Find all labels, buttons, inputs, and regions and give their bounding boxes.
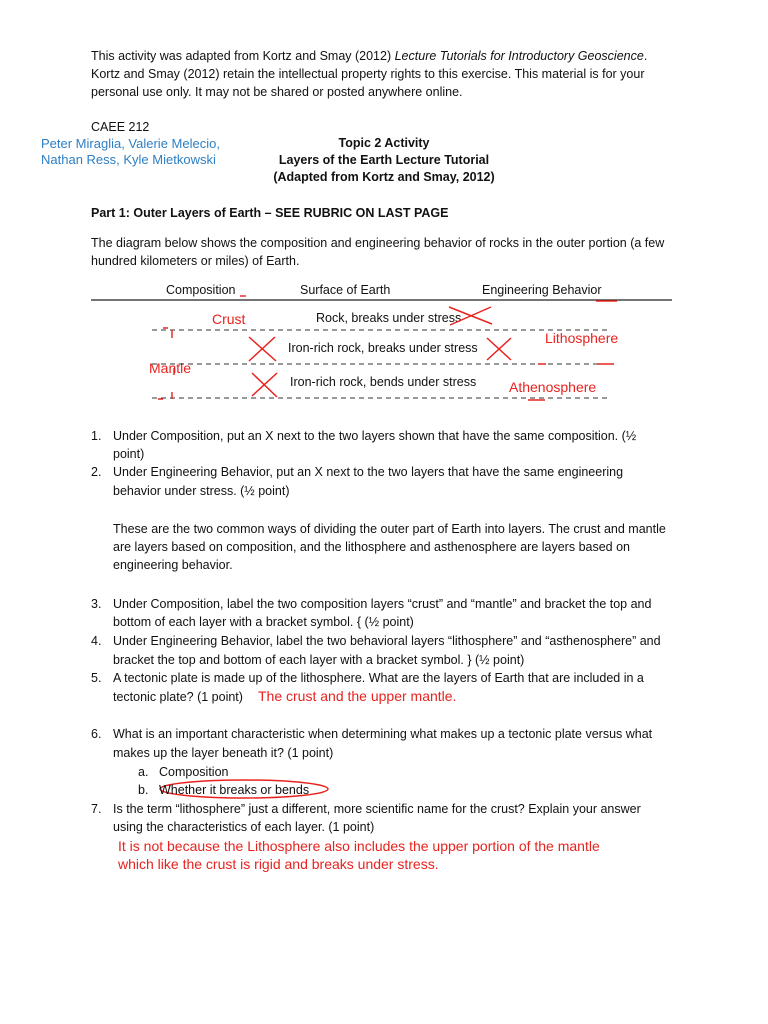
q2-number: 2. [91, 465, 102, 479]
header-book-title: Lecture Tutorials for Introductory Geoscience [394, 49, 644, 63]
column-composition: Composition [166, 283, 236, 297]
q6-line-1: What is an important characteristic when determining what makes up a tectonic plate versus what [113, 727, 653, 741]
q6-option-b: Whether it breaks or bends [159, 783, 310, 797]
q2-line-1: Under Engineering Behavior, put an X next to the two layers that have the same engineering [113, 465, 624, 479]
header-line-1-text: This activity was adapted from Kortz and Smay (2012) [91, 49, 395, 63]
q7-number: 7. [91, 802, 102, 816]
layer-row-2: Iron-rich rock, breaks under stress [288, 341, 478, 355]
red-x-marks [249, 307, 511, 397]
q1-line-2: point) [113, 447, 145, 461]
header-line-3: personal use only. It may not be shared or posted anywhere online. [91, 85, 463, 99]
header-line-2: Kortz and Smay (2012) retain the intellectual property rights to this exercise. This material is for your [91, 67, 645, 81]
x-mark-behavior-1 [449, 307, 492, 325]
q6-number: 6. [91, 727, 102, 741]
intro-line-2: hundred kilometers or miles) of Earth. [91, 254, 300, 268]
q6-line-2: makes up the layer beneath it? (1 point) [113, 746, 334, 760]
note-line-2: are layers based on composition, and the lithosphere and asthenosphere are layers based on [113, 540, 631, 554]
annotation-mantle: Mantle [149, 360, 192, 376]
q6-option-b-letter: b. [138, 783, 149, 797]
annotation-asthenosphere: Athenosphere [509, 379, 597, 395]
q7-answer-line-1: It is not because the Lithosphere also includes the upper portion of the mantle [118, 838, 600, 854]
column-surface-of-earth: Surface of Earth [300, 283, 391, 297]
annotation-lithosphere: Lithosphere [545, 330, 619, 346]
note-line-1: These are the two common ways of dividing the outer part of Earth into layers. The crust and mantle [113, 522, 666, 536]
red-bracket-marks [158, 296, 617, 400]
q4-number: 4. [91, 634, 102, 648]
header-line-1-end: . [643, 49, 648, 63]
q7-answer-line-2: which like the crust is rigid and breaks under stress. [118, 856, 439, 872]
q4-line-2: bracket the top and bottom of each layer with a bracket symbol. } (½ point) [113, 653, 525, 667]
q2-line-2: behavior under stress. (½ point) [113, 484, 290, 498]
layer-row-1: Rock, breaks under stress [316, 311, 462, 325]
annotation-crust: Crust [212, 311, 246, 327]
q6-option-a: Composition [159, 765, 229, 779]
column-engineering-behavior: Engineering Behavior [482, 283, 602, 297]
q7-line-2: using the characteristics of each layer. (1 point) [113, 820, 375, 834]
title-line-3: (Adapted from Kortz and Smay, 2012) [273, 170, 495, 184]
course-code: CAEE 212 [91, 120, 150, 134]
q3-line-1: Under Composition, label the two composition layers “crust” and “mantle” and bracket the top and [113, 597, 652, 611]
q5-line-1: A tectonic plate is made up of the lithosphere. What are the layers of Earth that are included in a [113, 671, 644, 685]
part1-heading: Part 1: Outer Layers of Earth – SEE RUBRIC ON LAST PAGE [91, 206, 449, 220]
q4-line-1: Under Engineering Behavior, label the two behavioral layers “lithosphere” and “asthenosphere” and [113, 634, 661, 648]
intro-line-1: The diagram below shows the composition and engineering behavior of rocks in the outer portion (a few [91, 236, 665, 250]
q1-line-1: Under Composition, put an X next to the two layers shown that have the same composition. (½ [113, 429, 637, 443]
student-names-line-1: Peter Miraglia, Valerie Melecio, [41, 136, 220, 151]
layer-row-3: Iron-rich rock, bends under stress [290, 375, 477, 389]
title-line-2: Layers of the Earth Lecture Tutorial [278, 153, 490, 167]
q5-line-2: tectonic plate? (1 point) [113, 690, 243, 704]
x-mark-behavior-2 [487, 338, 511, 360]
q3-number: 3. [91, 597, 102, 611]
q1-number: 1. [91, 429, 102, 443]
q6-option-a-letter: a. [138, 765, 149, 779]
q5-number: 5. [91, 671, 102, 685]
title-line-1: Topic 2 Activity [338, 136, 430, 150]
q7-line-1: Is the term “lithosphere” just a different, more scientific name for the crust? Explain your answer [113, 802, 641, 816]
student-names-line-2: Nathan Ress, Kyle Mietkowski [41, 152, 216, 167]
bracket-mark [158, 368, 174, 399]
note-line-3: engineering behavior. [113, 558, 233, 572]
q3-line-2: bottom of each layer with a bracket symbol. { (½ point) [113, 615, 414, 629]
q5-answer: The crust and the upper mantle. [258, 688, 457, 704]
x-mark-composition-2 [252, 373, 277, 397]
x-mark-composition-1 [249, 337, 276, 361]
